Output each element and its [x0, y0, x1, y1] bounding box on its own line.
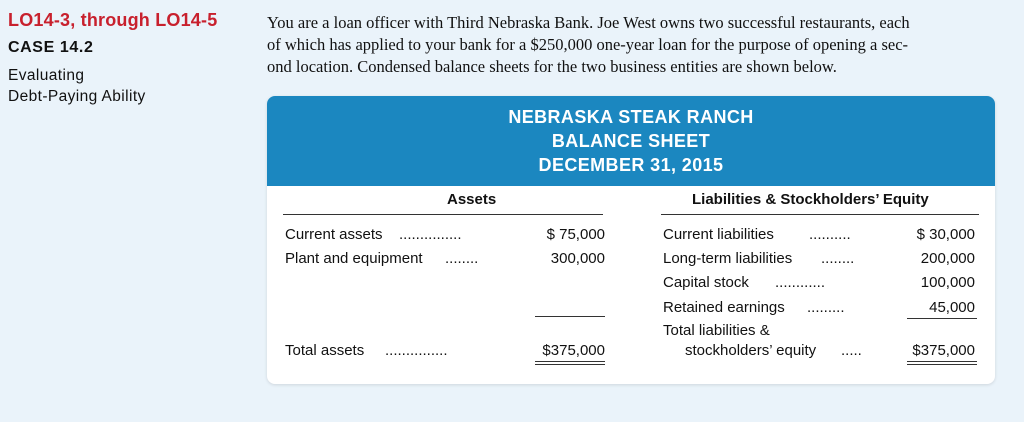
statement-title: BALANCE SHEET — [551, 131, 711, 151]
total-liabilities-double-rule-bottom — [907, 364, 977, 365]
liability-row-label: Current liabilities — [663, 226, 774, 243]
liability-row-label: Capital stock — [663, 274, 749, 291]
total-liabilities-double-rule-top — [907, 361, 977, 362]
liability-row-label: Retained earnings — [663, 299, 785, 316]
liability-row-value: $ 30,000 — [916, 226, 975, 243]
liabilities-subtotal-rule — [907, 318, 977, 319]
case-number: CASE 14.2 — [8, 39, 94, 56]
assets-subtotal-rule — [535, 316, 605, 317]
balance-sheet-banner — [267, 96, 995, 186]
case-sidebar — [8, 10, 258, 107]
intro-line1: You are a loan officer with Third Nebraska Bank. Joe West owns two successful restaurants, each — [267, 13, 910, 32]
balance-sheet-card — [267, 96, 995, 384]
liabilities-header-rule — [661, 214, 979, 215]
total-assets-value: $375,000 — [542, 342, 605, 359]
asset-row-value: 300,000 — [550, 250, 605, 267]
total-assets-double-rule-top — [535, 361, 605, 362]
assets-header-rule — [283, 214, 603, 215]
statement-date: DECEMBER 31, 2015 — [538, 155, 724, 175]
liability-row-value: 200,000 — [920, 250, 975, 267]
asset-row-value: $ 75,000 — [546, 226, 605, 243]
total-liabilities-label-line1: Total liabilities & — [663, 322, 770, 339]
intro-line2: of which has applied to your bank for a $250,000 one-year loan for the purpose of opening a sec- — [267, 35, 909, 54]
liability-row-label: Long-term liabilities — [663, 250, 793, 267]
assets-header: Assets — [447, 191, 497, 208]
learning-objectives: LO14-3, through LO14-5 — [8, 10, 218, 30]
asset-row-leader: ........ — [445, 250, 479, 267]
total-liabilities-value: $375,000 — [912, 342, 975, 359]
asset-row-label: Plant and equipment — [285, 250, 423, 267]
liability-row-value: 100,000 — [920, 274, 975, 291]
total-assets-label: Total assets — [285, 342, 365, 359]
liability-row-value: 45,000 — [929, 299, 975, 316]
total-assets-leader: ............... — [385, 342, 448, 359]
total-assets-double-rule-bottom — [535, 364, 605, 365]
liability-row-leader: ......... — [807, 299, 845, 316]
liability-row-leader: ............ — [775, 274, 826, 291]
total-liabilities-leader: ..... — [841, 342, 862, 359]
case-title-line1: Evaluating — [8, 67, 85, 84]
liability-row-leader: .......... — [809, 226, 851, 243]
case-intro-paragraph — [267, 12, 997, 78]
intro-line3: ond location. Condensed balance sheets for the two business entities are shown below. — [267, 57, 837, 76]
asset-row-leader: ............... — [399, 226, 462, 243]
asset-row-label: Current assets — [285, 226, 383, 243]
liabilities-header: Liabilities & Stockholders’ Equity — [692, 191, 929, 208]
company-name: NEBRASKA STEAK RANCH — [508, 107, 754, 127]
case-title — [8, 65, 258, 107]
case-title-line2: Debt-Paying Ability — [8, 88, 146, 105]
liability-row-leader: ........ — [821, 250, 855, 267]
total-liabilities-label-line2: stockholders’ equity — [685, 342, 817, 359]
